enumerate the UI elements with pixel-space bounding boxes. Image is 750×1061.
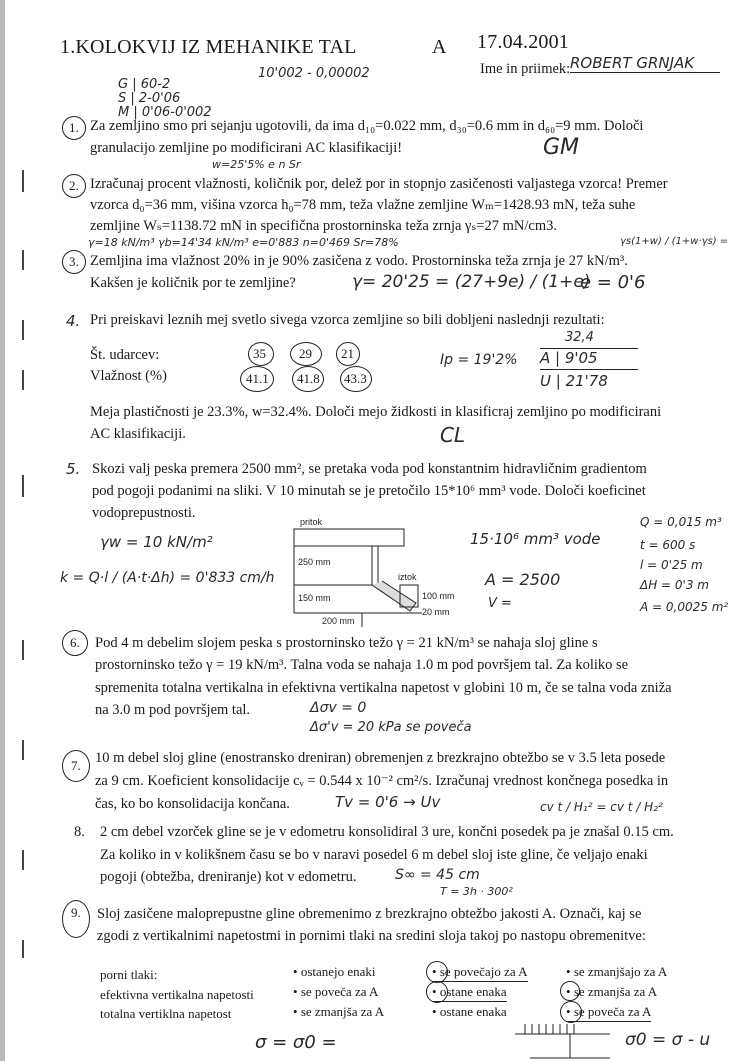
plasticity-index: Ip = 19'2% bbox=[440, 352, 518, 368]
moisture-value: 41.8 bbox=[292, 366, 324, 392]
q6-answer: Δσ'v = 20 kPa se poveča bbox=[310, 720, 472, 735]
question-number-circle: 6. bbox=[62, 630, 88, 656]
q5-gamma-w: γw = 10 kN/m² bbox=[100, 533, 213, 551]
diagram-dimension-label: 200 mm bbox=[322, 616, 355, 626]
q6-line: Pod 4 m debelim slojem peska s prostorninsko težo γ = 21 kN/m³ se nahaja sloj gline s bbox=[95, 635, 598, 651]
name-field[interactable]: ROBERT GRNJAK bbox=[570, 54, 720, 73]
margin-mark bbox=[22, 640, 24, 660]
option-radio[interactable]: • se zmanjša za A bbox=[293, 1004, 385, 1019]
diagram-dimension-label: 100 mm bbox=[422, 591, 455, 601]
question-number-circle: 1. bbox=[62, 116, 86, 140]
moisture-label: Vlažnost (%) bbox=[90, 368, 167, 384]
diagram-inflow-label: pritok bbox=[300, 517, 323, 527]
q5-area: A = 2500 bbox=[485, 570, 561, 589]
question-number-circle: 9. bbox=[62, 900, 90, 938]
q5-line: vodoprepustnosti. bbox=[92, 505, 196, 521]
q2-line: vzorca d₀=36 mm, višina vzorca h₀=78 mm, teža vlažne zemljine Wₘ=1428.93 mN, teža suhe bbox=[90, 197, 636, 213]
margin-mark bbox=[22, 475, 24, 497]
diagram-dimension-label: 250 mm bbox=[298, 557, 331, 567]
question-number-circle: 2. bbox=[62, 174, 86, 198]
q8-work: T = 3h · 300² bbox=[440, 885, 513, 898]
q5-formula: k = Q·l / (A·t·Δh) = 0'833 cm/h bbox=[60, 570, 275, 586]
blows-value: 35 bbox=[248, 342, 274, 366]
margin-mark bbox=[22, 170, 24, 192]
q8-line: Za koliko in v kolikšnem času se bo v naravi posedel 6 m debel sloj iste gline, če veljajo enaki bbox=[100, 847, 648, 863]
permeameter-diagram bbox=[282, 515, 468, 627]
q3-line: Kakšen je količnik por te zemljine? bbox=[90, 275, 296, 291]
option-radio[interactable]: • ostane enaka bbox=[432, 1004, 507, 1019]
q1-line: granulacijo zemljine po modificirani AC klasifikaciji! bbox=[90, 140, 403, 156]
margin-mark bbox=[22, 370, 24, 390]
q7-line: čas, ko bo konsolidacija končana. bbox=[95, 796, 290, 812]
option-radio[interactable]: • se poveča za A bbox=[293, 984, 379, 999]
grain-size-table: G | 60-2 S | 2-0'06 M | 0'06-0'002 bbox=[118, 77, 212, 120]
q2-line: Izračunaj procent vlažnosti, količnik por, delež por in stopnjo zasičenosti valjastega vzorca! Premer bbox=[90, 176, 668, 192]
row-label: totalna vertiklna napetost bbox=[100, 1006, 232, 1021]
q6-line: na 3.0 m pod površjem tal. bbox=[95, 702, 251, 718]
q5-number: 5. bbox=[66, 460, 81, 478]
q1-answer: GM bbox=[543, 135, 580, 160]
q7-work: Tv = 0'6 → Uv bbox=[335, 793, 441, 811]
diagram-dimension-label: 150 mm bbox=[298, 593, 331, 603]
option-radio[interactable]: • ostanejo enaki bbox=[293, 964, 376, 979]
option-radio-selected[interactable]: • se povečajo za A bbox=[432, 963, 528, 982]
calc-table-row: A | 9'05 bbox=[540, 348, 638, 370]
q9-line: Sloj zasičene maloprepustne gline obremenimo z brezkrajno obtežbo jakosti A. Označi, kaj se bbox=[97, 906, 642, 922]
q1-line: Za zemljino smo pri sejanju ugotovili, da ima d₁₀=0.022 mm, d₃₀=0.6 mm in d₆₀=9 mm. Določi bbox=[90, 118, 644, 134]
diagram-dimension-label: 20 mm bbox=[422, 607, 450, 617]
q9-work: σ = σ0 = bbox=[255, 1032, 337, 1053]
q3-answer: e = 0'6 bbox=[580, 272, 646, 293]
load-sketch bbox=[510, 1022, 620, 1060]
q4-intro: Pri preiskavi leznih mej svetlo sivega vzorca zemljine so bili dobljeni naslednji rezultati: bbox=[90, 312, 605, 328]
calc-table-top: 32,4 bbox=[565, 330, 594, 345]
diagram-outflow-label: iztok bbox=[398, 572, 417, 582]
calc-table-row: U | 21'78 bbox=[540, 372, 608, 390]
q2-answers: γ=18 kN/m³ γb=14'34 kN/m³ e=0'883 n=0'469 Sr=78% bbox=[88, 236, 399, 249]
margin-mark bbox=[22, 850, 24, 870]
moisture-value: 41.1 bbox=[240, 366, 274, 392]
q9-work: σ0 = σ - u bbox=[625, 1030, 711, 1050]
q5-given: Q = 0,015 m³ bbox=[640, 515, 722, 529]
q8-number: 8. bbox=[74, 824, 85, 840]
q5-line: Skozi valj peska premera 2500 mm², se pretaka voda pod konstantnim hidravličnim gradientom bbox=[92, 461, 647, 477]
q5-given: l = 0'25 m bbox=[640, 558, 703, 572]
q9-line: zgodi z vertikalnimi napetostmi in pornimi tlaki na sredini sloja takoj po nastopu obremenitve: bbox=[97, 928, 646, 944]
question-number-circle: 3. bbox=[62, 250, 86, 274]
name-label: Ime in priimek: bbox=[480, 61, 571, 77]
q5-volume: 15·10⁶ mm³ vode bbox=[470, 530, 601, 548]
q2-formula: γs(1+w) / (1+w·γs) = bbox=[620, 236, 729, 247]
exam-group: A bbox=[432, 36, 447, 58]
row-label: porni tlaki: bbox=[100, 967, 158, 982]
q6-answer: Δσv = 0 bbox=[310, 700, 367, 716]
q4-answer: CL bbox=[440, 423, 466, 447]
moisture-value: 43.3 bbox=[340, 366, 372, 392]
option-radio[interactable]: • se zmanjša za A bbox=[566, 983, 657, 1001]
q4-number: 4. bbox=[66, 312, 81, 330]
option-radio-selected[interactable]: • ostane enaka bbox=[432, 983, 507, 1002]
q5-line: pod pogoji podanimi na sliki. V 10 minutah se je pretočilo 15*10⁶ mm³ vode. Določi koeficinet bbox=[92, 483, 646, 499]
q3-line: Zemljina ima vlažnost 20% in je 90% zasičena z vodo. Prostorninska teža zrnja je 27 kN/m³. bbox=[90, 253, 628, 269]
q2-note: w=25'5% e n Sr bbox=[212, 158, 301, 171]
q3-work: γ= 20'25 = (27+9e) / (1+e) bbox=[352, 272, 591, 292]
margin-mark bbox=[22, 250, 24, 270]
blows-label: Št. udarcev: bbox=[90, 347, 160, 363]
q8-line: 2 cm debel vzorček gline se je v edometru konsolidiral 3 ure, končni posedek pa je znašal 0.15 cm. bbox=[100, 824, 674, 840]
q7-line: 10 m debel sloj gline (enostransko dreniran) obremenjen z brezkrajno obtežbo se v 3.5 leta posede bbox=[95, 750, 666, 766]
row-label: efektivna vertikalna napetosti bbox=[100, 987, 254, 1002]
margin-mark bbox=[22, 940, 24, 958]
handwritten-note: 10'002 - 0,00002 bbox=[258, 66, 370, 81]
q4-line: Meja plastičnosti je 23.3%, w=32.4%. Določi mejo židkosti in klasificraj zemljino po modificirani bbox=[90, 404, 662, 420]
q7-formula: cv t / H₁² = cv t / H₂² bbox=[540, 800, 663, 814]
q2-line: zemljine Wₛ=1138.72 mN in specifična prostorninska teža zrnja γₛ=27 mN/cm3. bbox=[90, 218, 558, 234]
option-radio[interactable]: • se zmanjšajo za A bbox=[566, 964, 668, 979]
margin-mark bbox=[22, 320, 24, 340]
q4-line: AC klasifikaciji. bbox=[90, 426, 186, 442]
exam-date: 17.04.2001 bbox=[477, 31, 569, 53]
question-number-circle: 7. bbox=[62, 750, 90, 782]
q6-line: spremenita totalna vertikalna in efektivna vertikalna napetost v globini 10 m, če se talna voda zniža bbox=[95, 680, 672, 696]
q5-given: t = 600 s bbox=[640, 538, 696, 552]
q5-v: V = bbox=[488, 596, 512, 611]
blows-value: 21 bbox=[336, 342, 360, 366]
q7-line: za 9 cm. Koeficient konsolidacije cᵥ = 0.544 x 10⁻² cm²/s. Izračunaj vrednost končnega posedka in bbox=[95, 773, 669, 789]
scan-edge bbox=[0, 0, 5, 1061]
exam-title: 1.KOLOKVIJ IZ MEHANIKE TAL bbox=[60, 36, 357, 58]
q5-given: ΔH = 0'3 m bbox=[640, 578, 709, 592]
q5-given: A = 0,0025 m² bbox=[640, 600, 729, 614]
option-radio-selected[interactable]: • se poveča za A bbox=[566, 1003, 651, 1022]
q6-line: prostorninsko težo γ = 19 kN/m³. Talna voda se nahaja 1.0 m pod površjem tal. Za koliko se bbox=[95, 657, 629, 673]
blows-value: 29 bbox=[290, 342, 322, 366]
q8-work: S∞ = 45 cm bbox=[395, 867, 480, 883]
q8-line: pogoji (obtežba, dreniranje) kot v edometru. bbox=[100, 869, 357, 885]
margin-mark bbox=[22, 740, 24, 760]
